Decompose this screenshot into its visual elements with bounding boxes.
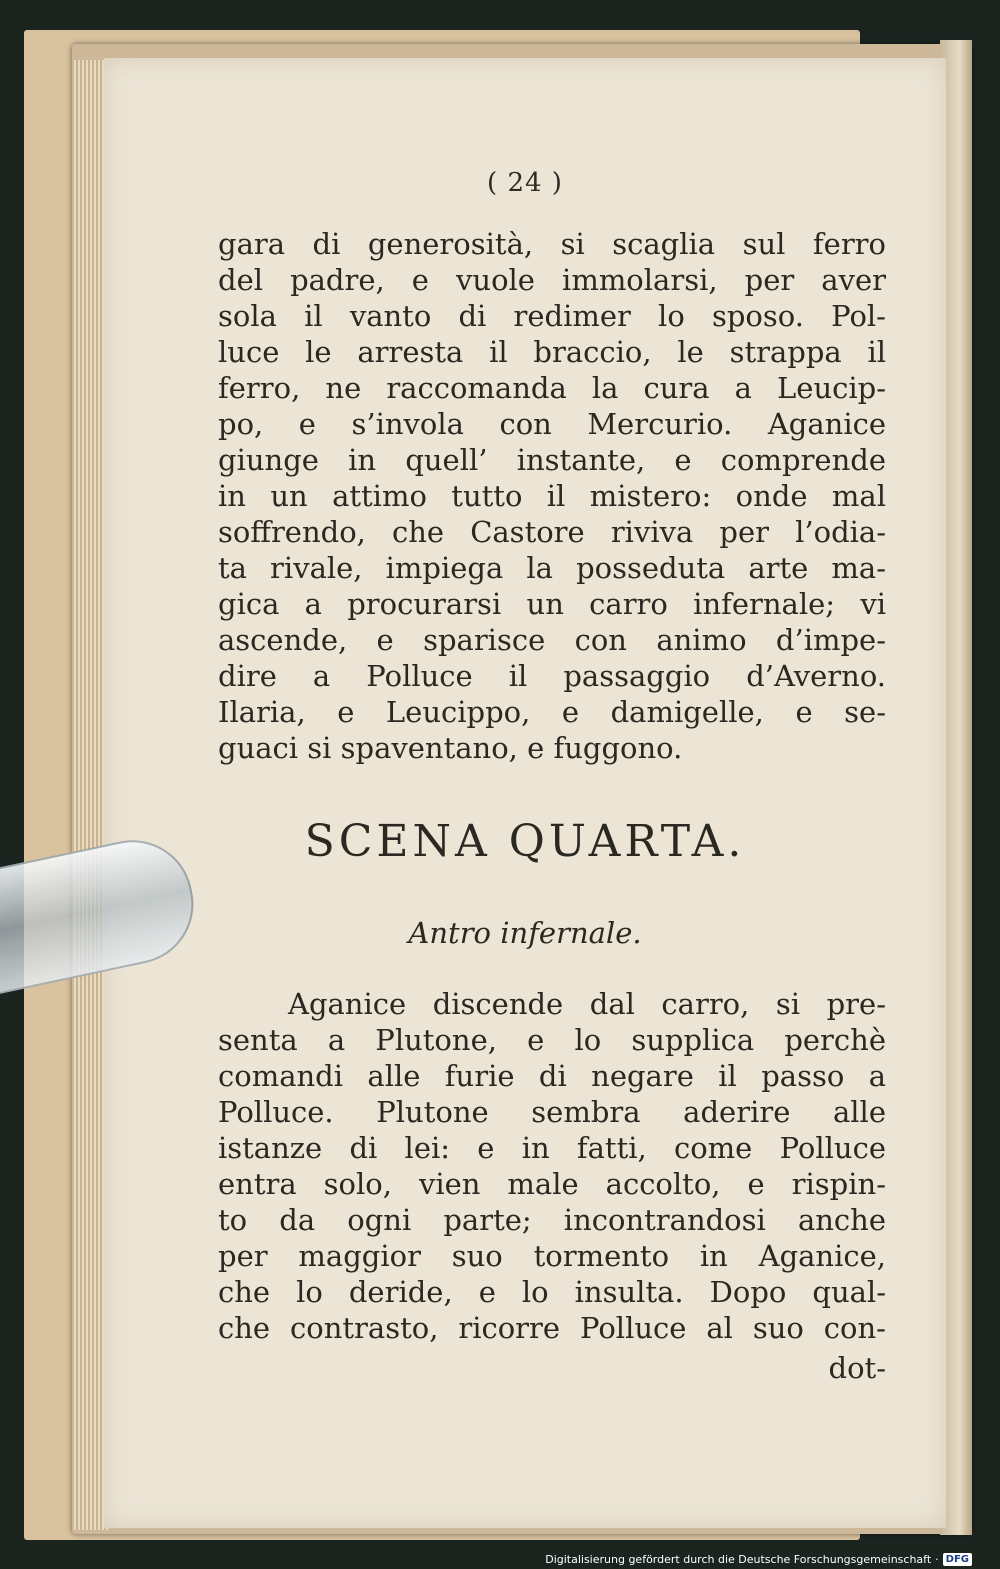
text-line: luce le arresta il braccio, le strappa il [218, 335, 886, 369]
scene-heading: SCENA QUARTA. [304, 816, 746, 867]
scene-setting: Antro infernale. [408, 916, 642, 950]
page-edges [74, 60, 108, 1530]
text-line: Ilaria, e Leucippo, e damigelle, e se- [218, 695, 886, 729]
page-number: ( 24 ) [487, 168, 563, 198]
text-line: per maggior suo tormento in Aganice, [218, 1239, 886, 1273]
text-line: giunge in quell’ instante, e comprende [218, 443, 886, 477]
text-line: ascende, e sparisce con animo d’impe- [218, 623, 886, 657]
text-line: to da ogni parte; incontrandosi anche [218, 1203, 886, 1237]
dfg-logo: DFG [943, 1553, 972, 1566]
footer-credit-text: Digitalisierung gefördert durch die Deutsche Forschungsgemeinschaft [545, 1553, 932, 1566]
text-line: po, e s’invola con Mercurio. Aganice [218, 407, 886, 441]
text-line: comandi alle furie di negare il passo a [218, 1059, 886, 1093]
text-line: gica a procurarsi un carro infernale; vi [218, 587, 886, 621]
text-line: che lo deride, e lo insulta. Dopo qual- [218, 1275, 886, 1309]
text-line: Aganice discende dal carro, si pre- [288, 987, 886, 1021]
text-line: guaci si spaventano, e fuggono. [218, 731, 683, 765]
text-line: Polluce. Plutone sembra aderire alle [218, 1095, 886, 1129]
footer-credit [545, 1553, 972, 1566]
text-line: ferro, ne raccomanda la cura a Leucip- [218, 371, 886, 405]
text-line: entra solo, vien male accolto, e rispin- [218, 1167, 886, 1201]
separator-dot: · [935, 1553, 939, 1566]
text-line: in un attimo tutto il mistero: onde mal [218, 479, 886, 513]
text-line: soffrendo, che Castore riviva per l’odia- [218, 515, 886, 549]
book-page [104, 58, 946, 1528]
text-line: istanze di lei: e in fatti, come Polluce [218, 1131, 886, 1165]
catchword: dot- [828, 1351, 886, 1385]
text-line: senta a Plutone, e lo supplica perchè [218, 1023, 886, 1057]
text-line: del padre, e vuole immolarsi, per aver [218, 263, 886, 297]
text-line: ta rivale, impiega la posseduta arte ma- [218, 551, 886, 585]
text-line: gara di generosità, si scaglia sul ferro [218, 227, 886, 261]
text-line: sola il vanto di redimer lo sposo. Pol- [218, 299, 886, 333]
text-line: che contrasto, ricorre Polluce al suo con- [218, 1311, 886, 1345]
text-line: dire a Polluce il passaggio d’Averno. [218, 659, 886, 693]
